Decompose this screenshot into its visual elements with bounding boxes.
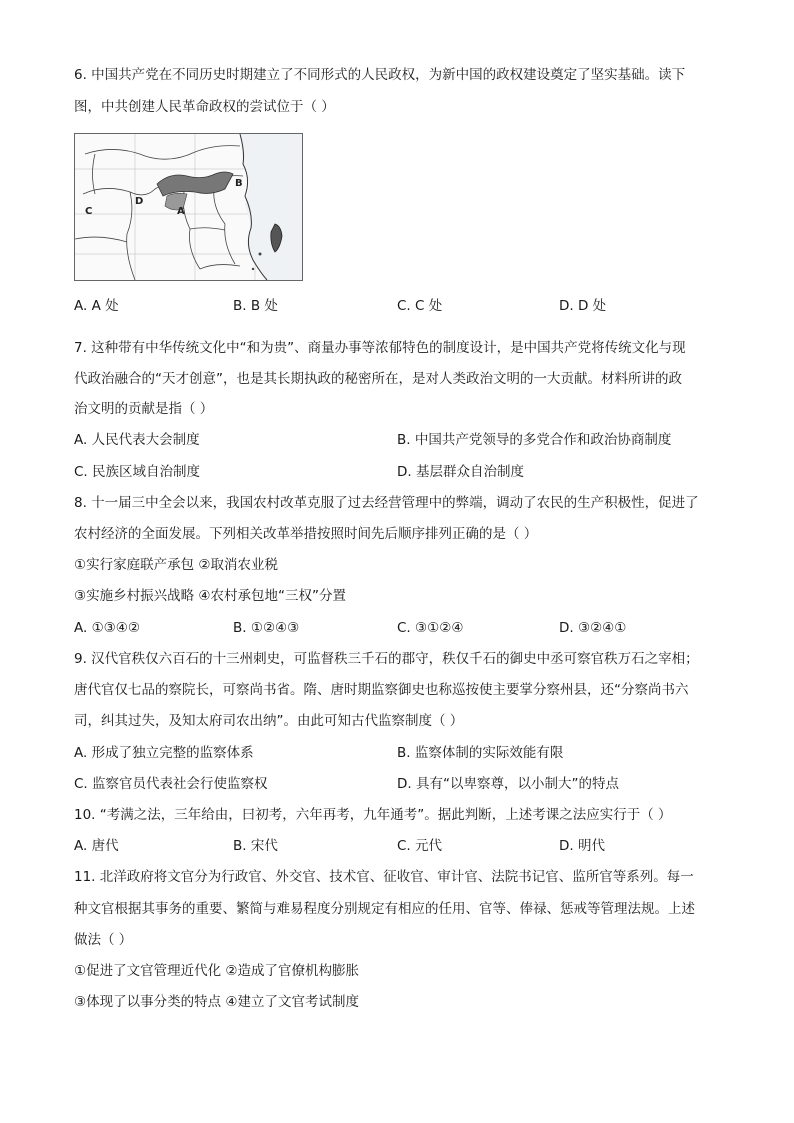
q11-stem-line1: 11. 北洋政府将文官分为行政官、外交官、技术官、征收官、审计官、法院书记官、监所官等系列。每一 [74, 869, 694, 885]
q9-stem-line3: 司，纠其过失，及知太府司农出纳”。由此可知古代监察制度（ ） [74, 713, 464, 729]
q9-option-b[interactable]: B. 监察体制的实际效能有限 [397, 745, 564, 761]
china-map-image [74, 133, 303, 281]
q7-option-d[interactable]: D. 基层群众自治制度 [397, 464, 524, 480]
q7-stem-line2: 代政治融合的“天才创意”，也是其长期执政的秘密所在，是对人类政治文明的一大贡献。材料所讲的政 [74, 371, 682, 387]
q6-option-a[interactable]: A. A 处 [74, 298, 119, 314]
q8-stem-line1: 8. 十一届三中全会以来，我国农村改革克服了过去经营管理中的弊端，调动了农民的生产积极性，促进了 [74, 495, 699, 511]
q10-option-c[interactable]: C. 元代 [397, 838, 443, 854]
q8-stem-line2: 农村经济的全面发展。下列相关改革举措按照时间先后顺序排列正确的是（ ） [74, 526, 538, 542]
q6-option-d[interactable]: D. D 处 [559, 298, 607, 314]
q7-stem-line1: 7. 这种带有中华传统文化中“和为贵”、商量办事等浓郁特色的制度设计，是中国共产党将传统文化与现 [74, 340, 686, 356]
q6-option-c[interactable]: C. C 处 [397, 298, 443, 314]
q8-option-c[interactable]: C. ③①②④ [397, 620, 464, 636]
q6-stem-line2: 图，中共创建人民革命政权的尝试位于（ ） [74, 99, 335, 115]
q8-option-d[interactable]: D. ③②④① [559, 620, 627, 636]
q8-items-line1: ①实行家庭联产承包 ②取消农业税 [74, 557, 278, 573]
q10-option-b[interactable]: B. 宋代 [233, 838, 278, 854]
q10-option-d[interactable]: D. 明代 [559, 838, 605, 854]
q9-stem-line2: 唐代官仅七品的察院长，可察尚书省。隋、唐时期监察御史也称巡按使主要掌分察州县，还“分察尚书六 [74, 682, 689, 698]
q9-option-a[interactable]: A. 形成了独立完整的监察体系 [74, 745, 254, 761]
q9-option-d[interactable]: D. 具有“以卑察尊，以小制大”的特点 [397, 776, 619, 792]
q11-stem-line2: 种文官根据其事务的重要、繁简与难易程度分别规定有相应的任用、官等、俸禄、惩戒等管理法规。上述 [74, 901, 695, 917]
q10-option-a[interactable]: A. 唐代 [74, 838, 119, 854]
q7-stem-line3: 治文明的贡献是指（ ） [74, 401, 214, 417]
q6-option-b[interactable]: B. B 处 [233, 298, 278, 314]
map-label-c: C [85, 206, 93, 217]
q7-option-c[interactable]: C. 民族区域自治制度 [74, 464, 201, 480]
q7-option-b[interactable]: B. 中国共产党领导的多党合作和政治协商制度 [397, 432, 672, 448]
q10-stem-line1: 10. “考满之法，三年给由，曰初考，六年再考，九年通考”。据此判断，上述考课之法应实行于（ ） [74, 807, 672, 823]
map-label-b: B [235, 178, 243, 189]
q8-items-line2: ③实施乡村振兴战略 ④农村承包地“三权”分置 [74, 588, 346, 604]
q8-option-b[interactable]: B. ①②④③ [233, 620, 300, 636]
q11-items-line2: ③体现了以事分类的特点 ④建立了文官考试制度 [74, 994, 359, 1010]
q8-option-a[interactable]: A. ①③④② [74, 620, 140, 636]
map-label-a: A [177, 206, 185, 217]
q11-items-line1: ①促进了文官管理近代化 ②造成了官僚机构膨胀 [74, 963, 359, 979]
map-label-d: D [135, 196, 144, 207]
q9-option-c[interactable]: C. 监察官员代表社会行使监察权 [74, 776, 268, 792]
q6-stem-line1: 6. 中国共产党在不同历史时期建立了不同形式的人民政权，为新中国的政权建设奠定了坚实基础。读下 [74, 67, 686, 83]
q11-stem-line3: 做法（ ） [74, 932, 133, 948]
q9-stem-line1: 9. 汉代官秩仅六百石的十三州刺史，可监督秩三千石的郡守，秩仅千石的御史中丞可察官秩万石之宰相； [74, 651, 699, 667]
q7-option-a[interactable]: A. 人民代表大会制度 [74, 432, 200, 448]
